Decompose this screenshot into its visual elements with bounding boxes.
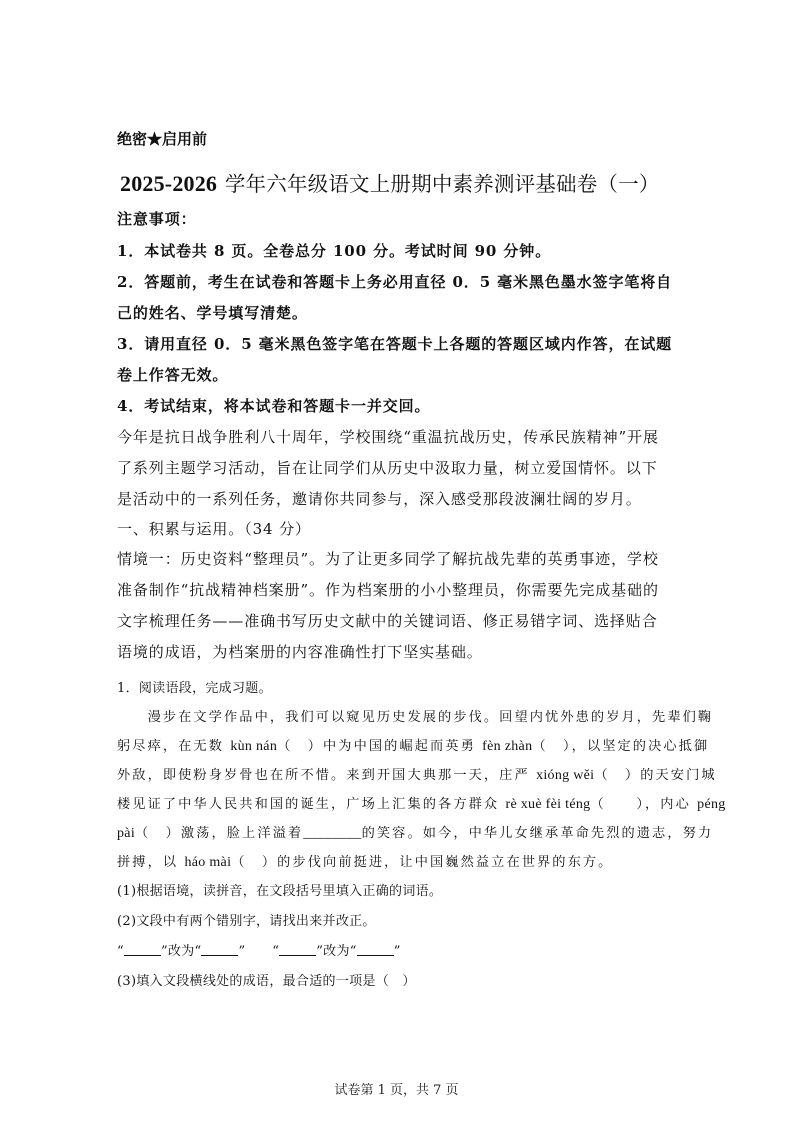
quote-close: ”: [238, 944, 246, 959]
notice-item-4: 4．考试结束，将本试卷和答题卡一并交回。: [117, 397, 431, 415]
notice-item-3: 3．请用直径 0．5 毫米黑色签字笔在答题卡上各题的答题区域内作答，在试题: [117, 335, 673, 353]
intro-line-1: 今年是抗日战争胜利八十周年，学校围绕“重温抗战历史，传承民族精神”开展: [117, 428, 659, 446]
sub-question-1: (1)根据语境，读拼音，在文段括号里填入正确的词语。: [117, 884, 443, 899]
notice-item-1: 1．本试卷共 8 页。全卷总分 100 分。考试时间 90 分钟。: [117, 242, 552, 260]
passage-text: （ ）激荡，脸上洋溢着: [135, 826, 304, 841]
pinyin-fenzhan: fèn zhàn: [482, 739, 533, 754]
context-line-4: 语境的成语，为档案册的内容准确性打下坚实基础。: [117, 643, 483, 661]
notice-item-2: 2．答题前，考生在试卷和答题卡上务必用直径 0．5 毫米黑色墨水签字笔将自: [117, 273, 673, 291]
sub-question-3: (3)填入文段横线处的成语，最合适的一项是（ ）: [117, 974, 416, 989]
wrong-char-blank-2[interactable]: [279, 942, 316, 956]
passage-text: 外敌，即使粉身岁骨也在所不惜。来到开国大典那一天，庄严: [117, 768, 537, 783]
correct-char-blank-1[interactable]: [201, 942, 238, 956]
passage-text: （ ）的步伐向前挺进，让中国巍然益立在世界的东方。: [231, 855, 614, 870]
exam-title: [120, 167, 660, 197]
correct-char-blank-2[interactable]: [357, 942, 394, 956]
passage-text: 楼见证了中华人民共和国的诞生，广场上汇集的各方群众: [117, 797, 506, 812]
pinyin-pengpai-2: pài: [117, 826, 136, 841]
passage-line-5: [117, 822, 713, 842]
passage-line-3: [117, 764, 717, 784]
correction-row: [117, 940, 401, 959]
context-line-2: 准备制作“抗战精神档案册”。作为档案册的小小整理员，你需要先完成基础的: [117, 581, 659, 599]
passage-line-1: [117, 706, 713, 725]
passage-line-6: [117, 851, 613, 871]
section-heading: 一、积累与运用。（34 分）: [117, 520, 311, 538]
pinyin-pengpai-1: péng: [697, 797, 726, 812]
pinyin-rexuefeiteng: rè xuè fèi téng: [505, 797, 591, 812]
change-to-label: ”改为“: [160, 944, 202, 959]
intro-line-2: 了系列主题学习活动，旨在让同学们从历史中汲取力量，树立爱国情怀。以下: [117, 459, 658, 477]
question-1-stem: 1．阅读语段，完成习题。: [117, 681, 272, 696]
confidential-label: 绝密★启用前: [117, 130, 208, 148]
passage-text: 躬尽瘁，在无数: [117, 739, 231, 754]
pinyin-haomai: háo mài: [184, 855, 232, 870]
passage-text: （ ），以坚定的决心抵御: [532, 739, 710, 754]
passage-line-2: [117, 735, 709, 755]
passage-text: 漫步在文学作品中，我们可以窥见历史发展的步伐。回望内忧外患的岁月，先辈们鞠: [117, 710, 714, 725]
title-text: 学年六年级语文上册期中素养测评基础卷（一）: [224, 172, 660, 196]
passage-text: （ ）中为中国的崛起而英勇: [277, 739, 483, 754]
notice-heading: 注意事项：: [117, 210, 197, 228]
notice-item-3-cont: 卷上作答无效。: [117, 366, 229, 384]
passage-line-4: [117, 793, 726, 813]
idiom-blank[interactable]: ________: [303, 826, 362, 841]
wrong-char-blank-1[interactable]: [124, 942, 161, 956]
passage-text: （ ）的天安门城: [594, 768, 717, 783]
change-to-label: ”改为“: [316, 944, 357, 959]
pinyin-kunnan: kùn nán: [230, 739, 278, 754]
notice-item-2-cont: 己的姓名、学号填写清楚。: [117, 304, 308, 322]
context-line-1: 情境一：历史资料“整理员”。为了让更多同学了解抗战先辈的英勇事迹，学校: [117, 550, 659, 568]
page-footer: 试卷第 1 页，共 7 页: [334, 1083, 459, 1098]
quote-close: ”: [393, 944, 401, 959]
quote-open: “: [117, 944, 124, 959]
passage-text: （ ），内心: [590, 797, 698, 812]
sub-question-2: (2)文段中有两个错别字，请找出来并改正。: [117, 914, 376, 929]
passage-text: 的笑容。如今，中华儿女继承革命先烈的遗志，努力: [361, 826, 714, 841]
context-line-3: 文字梳理任务——准确书写历史文献中的关键词语、修正易错字词、选择贴合: [117, 612, 658, 630]
title-year: 2025-2026: [120, 171, 218, 196]
passage-text: 拼搏，以: [117, 855, 185, 870]
pinyin-xiongwei: xióng wěi: [536, 768, 595, 783]
quote-open: “: [272, 944, 280, 959]
intro-line-3: 是活动中的一系列任务，邀请你共同参与，深入感受那段波澜壮阔的岁月。: [117, 490, 642, 508]
